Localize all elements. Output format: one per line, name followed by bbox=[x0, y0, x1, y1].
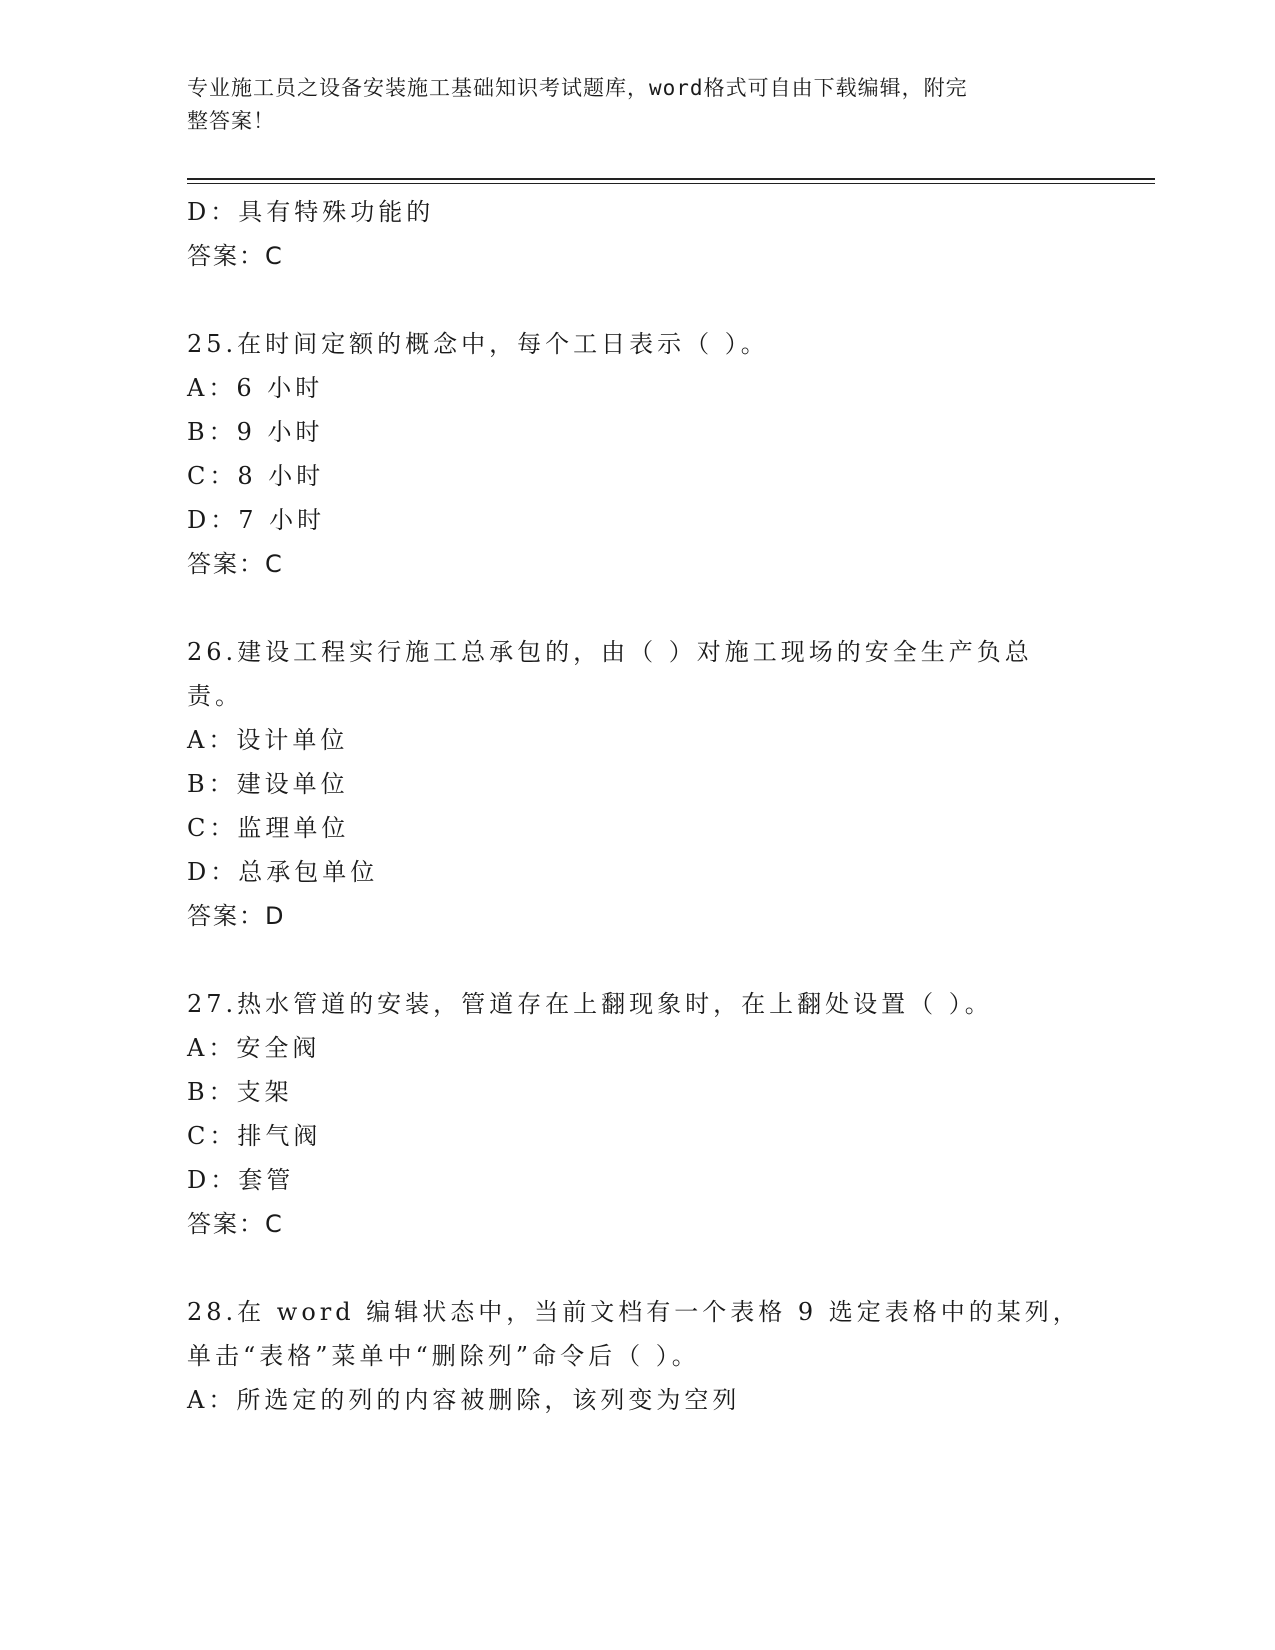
question-25-option-b: B：9 小时 bbox=[187, 418, 324, 446]
question-26-answer: 答案：D bbox=[187, 902, 286, 930]
header-divider-thin bbox=[187, 183, 1155, 184]
question-26-option-d: D：总承包单位 bbox=[187, 858, 379, 886]
question-25-option-c: C：8 小时 bbox=[187, 462, 325, 490]
question-27-stem: 27.热水管道的安装，管道存在上翻现象时，在上翻处设置（ ）。 bbox=[187, 990, 993, 1018]
question-28-option-a: A：所选定的列的内容被删除，该列变为空列 bbox=[187, 1386, 741, 1414]
question-26-option-a: A：设计单位 bbox=[187, 726, 349, 754]
question-25-stem: 25.在时间定额的概念中，每个工日表示（ ）。 bbox=[187, 330, 769, 358]
question-26-option-c: C：监理单位 bbox=[187, 814, 350, 842]
question-28-stem-line-1: 28.在 word 编辑状态中，当前文档有一个表格 9 选定表格中的某列， bbox=[187, 1298, 1081, 1326]
question-26-stem-line-1: 26.建设工程实行施工总承包的，由（ ）对施工现场的安全生产负总 bbox=[187, 638, 1033, 666]
question-26-stem-line-2: 责。 bbox=[187, 682, 243, 710]
question-26-option-b: B：建设单位 bbox=[187, 770, 349, 798]
header-divider-thick bbox=[187, 178, 1155, 180]
question-25-option-d: D：7 小时 bbox=[187, 506, 326, 534]
question-27-option-c: C：排气阀 bbox=[187, 1122, 322, 1150]
question-27-option-a: A：安全阀 bbox=[187, 1034, 321, 1062]
option-d: D：具有特殊功能的 bbox=[187, 198, 435, 226]
question-25-answer: 答案：C bbox=[187, 550, 284, 578]
question-25-option-a: A：6 小时 bbox=[187, 374, 324, 402]
document-header bbox=[187, 72, 1067, 138]
answer-line: 答案：C bbox=[187, 242, 284, 270]
question-27-option-b: B：支架 bbox=[187, 1078, 293, 1106]
header-title-line-2: 整答案！ bbox=[187, 109, 275, 133]
question-27-answer: 答案：C bbox=[187, 1210, 284, 1238]
question-28-stem-line-2: 单击“表格”菜单中“删除列”命令后（ ）。 bbox=[187, 1342, 700, 1370]
header-title-line-1: 专业施工员之设备安装施工基础知识考试题库，word格式可自由下载编辑，附完 bbox=[187, 76, 968, 100]
question-27-option-d: D：套管 bbox=[187, 1166, 295, 1194]
